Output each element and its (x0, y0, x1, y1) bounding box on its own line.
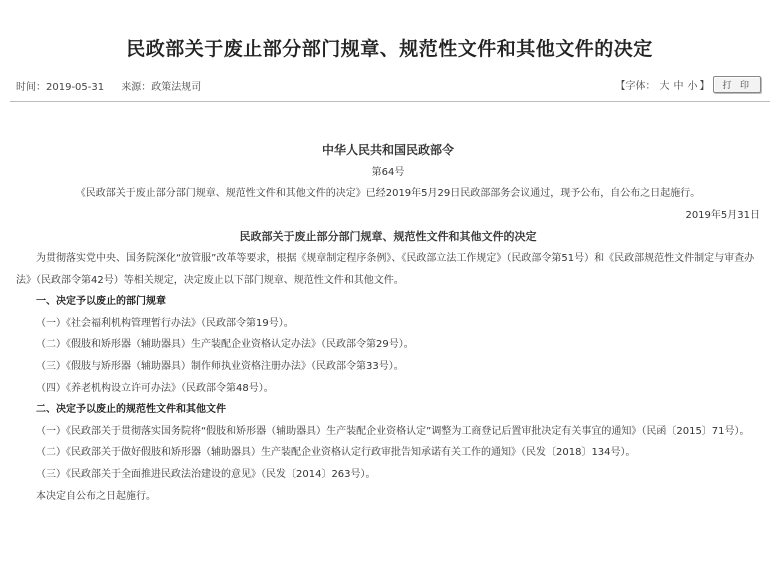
list-item: （四）《养老机构设立许可办法》（民政部令第48号）。 (36, 382, 274, 394)
font-size-large-link[interactable]: 大 (659, 81, 670, 92)
font-size-small-link[interactable]: 小 (687, 81, 698, 92)
list-item: （三）《假肢与矫形器（辅助器具）制作师执业资格注册办法》（民政部令第33号）。 (36, 360, 404, 372)
section-heading: 一、决定予以废止的部门规章 (36, 296, 166, 308)
closing-statement: 本决定自公布之日起施行。 (36, 490, 156, 502)
page-title: 民政部关于废止部分部门规章、规范性文件和其他文件的决定 (126, 38, 653, 60)
article-source: 来源：政策法规司 (121, 82, 202, 93)
header-divider (10, 101, 770, 102)
promulgation-text: 《民政部关于废止部分部门规章、规范性文件和其他文件的决定》已经2019年5月29日民政部部务会议通过，现予公布，自公布之日起施行。 (75, 188, 701, 200)
article-body (16, 140, 760, 507)
font-size-label: 【字体： (615, 81, 656, 92)
list-item: （一）《社会福利机构管理暂行办法》（民政部令第19号）。 (36, 317, 294, 329)
decree-date: 2019年5月31日 (685, 209, 760, 221)
decision-title: 民政部关于废止部分部门规章、规范性文件和其他文件的决定 (239, 230, 537, 244)
list-item: （三）《民政部关于全面推进民政法治建设的意见》（民发〔2014〕263号）。 (36, 468, 376, 480)
article-meta (16, 78, 215, 93)
list-item: （二）《民政部关于做好假肢和矫形器（辅助器具）生产装配企业资格认定行政审批告知承诺有关工作的通知》（民发〔2018〕134号）。 (36, 447, 636, 459)
font-size-close-bracket: 】 (699, 81, 710, 92)
list-item: （二）《假肢和矫形器（辅助器具）生产装配企业资格认定办法》（民政部令第29号）。 (36, 339, 414, 351)
section-heading: 二、决定予以废止的规范性文件和其他文件 (36, 404, 226, 416)
decree-number: 第64号 (371, 166, 405, 178)
list-item: （一）《民政部关于贯彻落实国务院将“假肢和矫形器（辅助器具）生产装配企业资格认定”调整为工商登记后置审批决定有关事宜的通知》（民函〔2015〕71号）。 (36, 425, 750, 437)
issuer-heading: 中华人民共和国民政部令 (321, 143, 454, 157)
publish-time: 时间：2019-05-31 (16, 82, 105, 93)
font-size-controls (615, 76, 761, 93)
print-button[interactable]: 打 印 (713, 76, 761, 93)
font-size-medium-link[interactable]: 中 (673, 81, 684, 92)
intro-paragraph: 为贯彻落实党中央、国务院深化“放管服”改革等要求，根据《规章制定程序条例》、《民政部立法工作规定》（民政部令第51号）和《民政部规范性文件制定与审查办法》（民政部令第42号）等相关规定，决定废止以下部门规章、规范性文件和其他文件。 (16, 252, 755, 286)
